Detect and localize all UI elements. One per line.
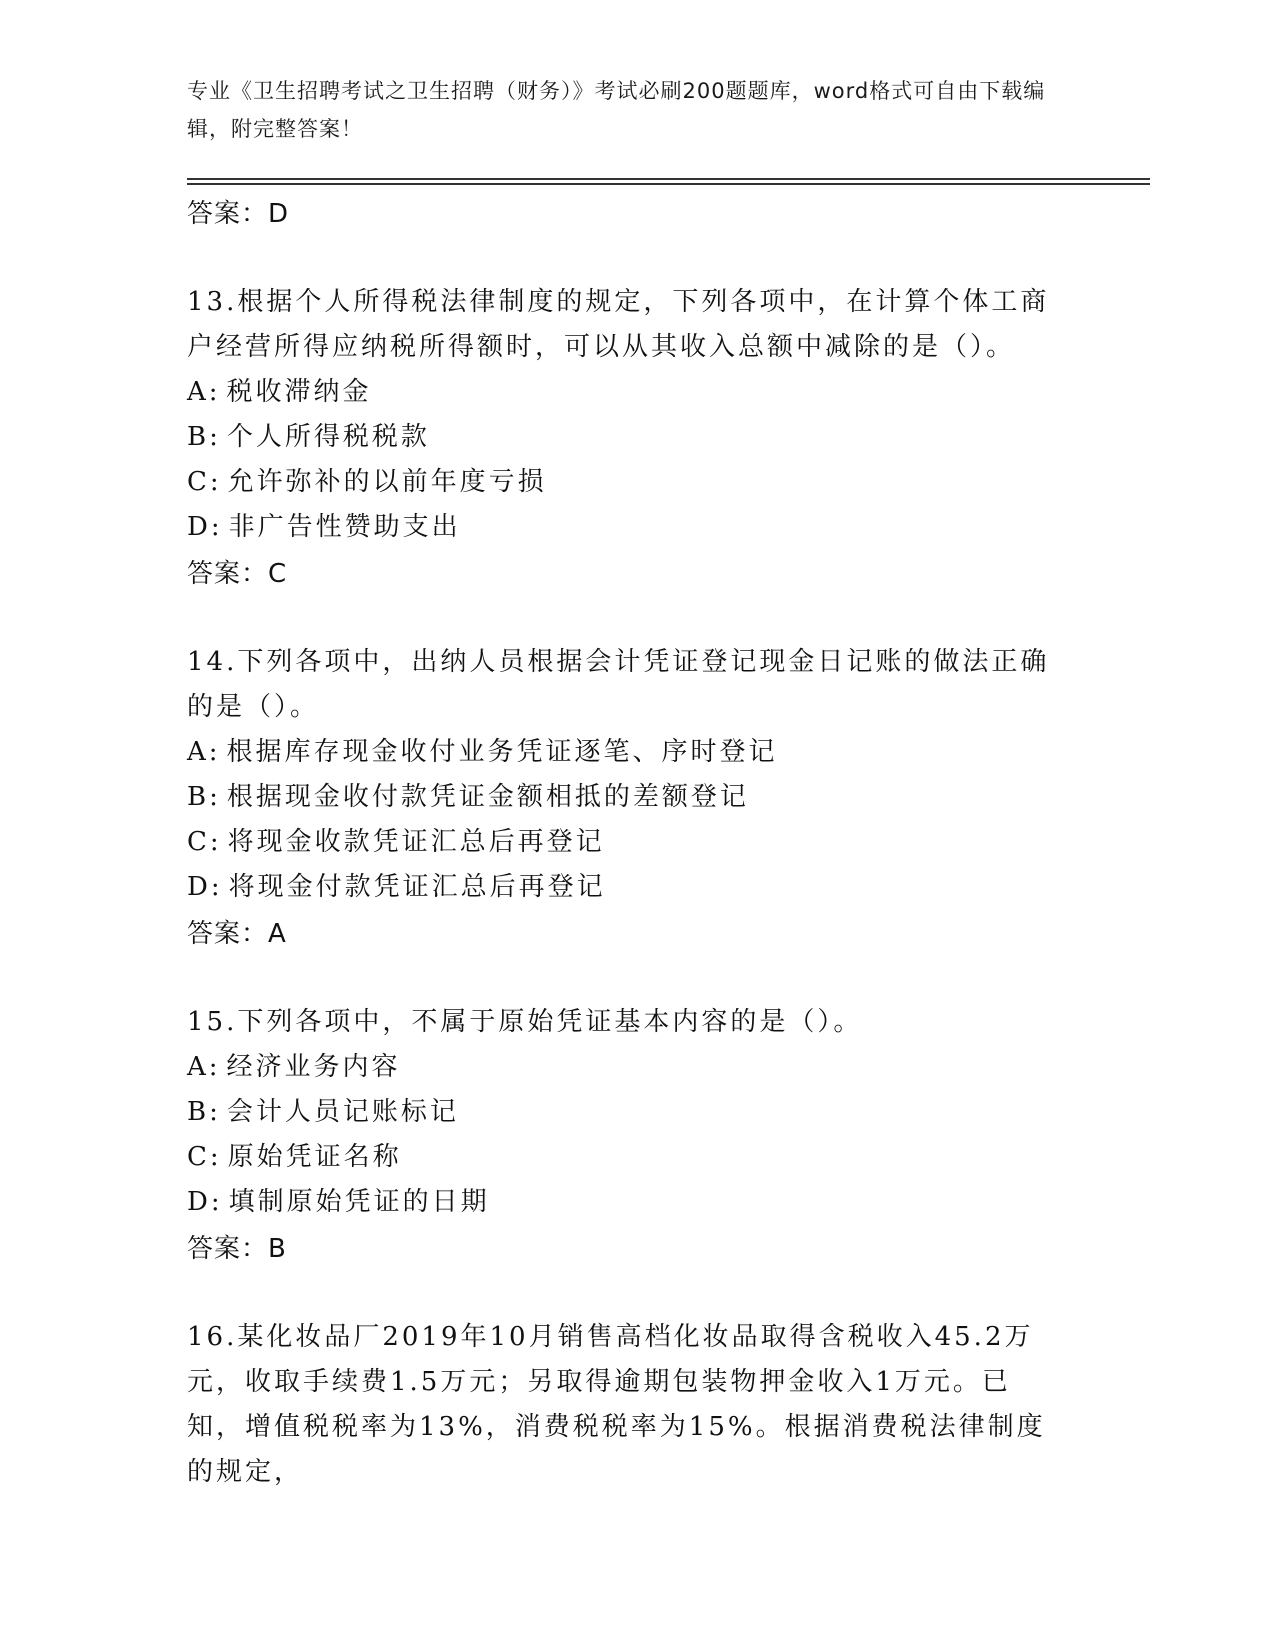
header-rule-bottom: [187, 183, 1150, 185]
question-text: 13.根据个人所得税法律制度的规定，下列各项中，在计算个体工商户经营所得应纳税所得额时，可以从其收入总额中减除的是（）。: [187, 287, 1050, 362]
question-block: [187, 640, 1087, 958]
question-block: [187, 1000, 1087, 1273]
answer-line: 答案：D: [187, 199, 290, 229]
option-a: A: 经济业务内容: [187, 1052, 401, 1082]
header-rule-top: [187, 178, 1150, 180]
question-text: 14.下列各项中，出纳人员根据会计凭证登记现金日记账的做法正确的是（）。: [187, 647, 1050, 722]
option-d: D: 非广告性赞助支出: [187, 512, 461, 542]
option-c: C: 原始凭证名称: [187, 1142, 402, 1172]
option-c: C: 将现金收款凭证汇总后再登记: [187, 827, 605, 857]
answer-line: 答案：A: [187, 919, 287, 949]
question-text: 16.某化妆品厂2019年10月销售高档化妆品取得含税收入45.2万元，收取手续费1.5万元；另取得逾期包装物押金收入1万元。已知，增值税税率为13%，消费税税率为15%。根据消费税法律制度的规定，: [187, 1322, 1046, 1487]
option-d: D: 填制原始凭证的日期: [187, 1187, 490, 1217]
question-block: [187, 280, 1087, 598]
option-a: A: 税收滞纳金: [187, 377, 372, 407]
option-b: B: 根据现金收付款凭证金额相抵的差额登记: [187, 782, 749, 812]
option-d: D: 将现金付款凭证汇总后再登记: [187, 872, 606, 902]
document-body: [187, 190, 1087, 1495]
question-text: 15.下列各项中，不属于原始凭证基本内容的是（）。: [187, 1007, 863, 1037]
option-b: B: 个人所得税税款: [187, 422, 430, 452]
answer-line: 答案：B: [187, 1234, 287, 1264]
option-a: A: 根据库存现金收付业务凭证逐笔、序时登记: [187, 737, 778, 767]
option-b: B: 会计人员记账标记: [187, 1097, 459, 1127]
option-c: C: 允许弥补的以前年度亏损: [187, 467, 547, 497]
answer-line: 答案：C: [187, 559, 288, 589]
question-block: [187, 1315, 1087, 1495]
document-header: 专业《卫生招聘考试之卫生招聘（财务）》考试必刷200题题库，word格式可自由下载编辑，附完整答案！: [187, 79, 1046, 141]
